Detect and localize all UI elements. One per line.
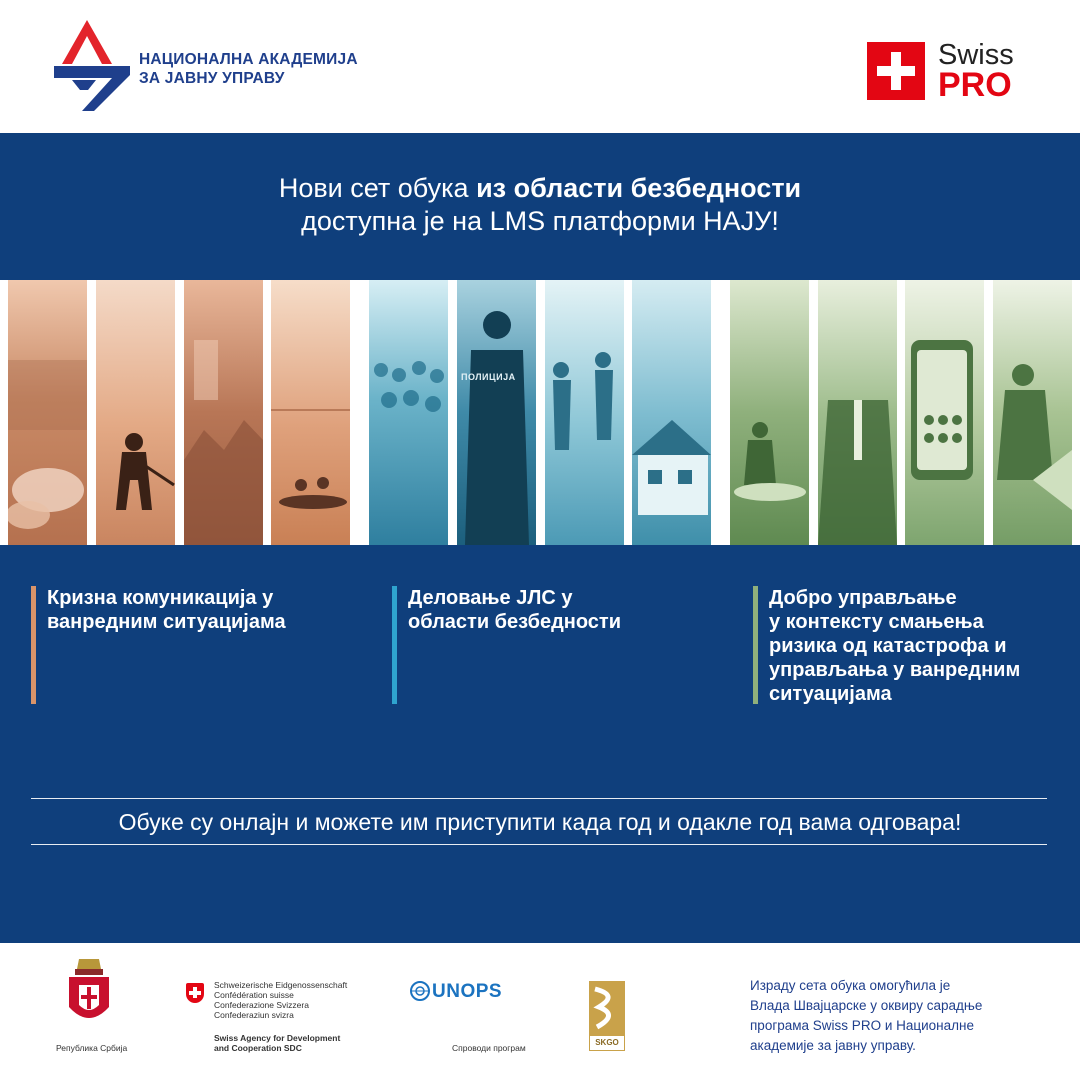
sdc-line: Confédération suisse xyxy=(214,990,294,1000)
headline xyxy=(0,172,1080,238)
headline-bold: из области безбедности xyxy=(476,173,802,203)
photo-panel-flood-sandbags xyxy=(8,280,87,545)
pro-word: PRO xyxy=(938,66,1012,104)
un-emblem-icon xyxy=(410,981,430,1001)
photo-panel-running-children xyxy=(545,280,624,545)
credit-line: академије за јавну управу. xyxy=(750,1038,916,1053)
skgo-label: SKGO xyxy=(589,1035,625,1051)
academy-line-2: ЗА ЈАВНУ УПРАВУ xyxy=(139,70,285,87)
credit-line: Влада Швајцарске у оквиру сарадње xyxy=(750,998,983,1013)
course-title-line: ванредним ситуацијама xyxy=(47,611,286,633)
sdc-agency-name xyxy=(214,1033,340,1053)
course-title-line: ситуацијама xyxy=(769,683,892,705)
photo-panel-workers xyxy=(993,280,1072,545)
headline-line-2: доступна је на LMS платформи НАЈУ! xyxy=(301,206,779,236)
serbia-caption: Република Србија xyxy=(56,1043,128,1053)
course-good-governance-drr[interactable] xyxy=(769,586,1020,706)
sdc-agency-line: Swiss Agency for Development xyxy=(214,1033,341,1043)
header xyxy=(0,0,1080,133)
photo-panel-flooded-house xyxy=(632,280,711,545)
photo-panel-police xyxy=(457,280,536,545)
swiss-cross-icon xyxy=(867,42,925,100)
course-crisis-communication[interactable] xyxy=(47,586,286,634)
sdc-swiss-shield-icon xyxy=(186,983,204,1003)
course-title-line: у контексту смањења xyxy=(769,611,984,633)
sdc-line: Confederazione Svizzera xyxy=(214,1000,309,1010)
academy-line-1: НАЦИОНАЛНА АКАДЕМИЈА xyxy=(139,51,358,68)
photo-panel-official xyxy=(818,280,897,545)
photo-panel-crowd xyxy=(369,280,448,545)
photo-panel-flood-rescuers xyxy=(730,280,809,545)
course-local-government-security[interactable] xyxy=(408,586,621,634)
unops-wordmark: UNOPS xyxy=(432,981,503,1002)
skgo-logo-icon xyxy=(589,981,625,1051)
photo-strip xyxy=(0,280,1080,545)
course-title-line: управљања у ванредним xyxy=(769,659,1021,681)
photo-panel-boat-rescue xyxy=(271,280,350,545)
course-title-line: ризика од катастрофа и xyxy=(769,635,1007,657)
course-accent-bar xyxy=(392,586,397,704)
naju-logo-icon xyxy=(52,18,132,114)
photo-panel-firefighter xyxy=(96,280,175,545)
course-title-line: области безбедности xyxy=(408,611,622,633)
divider-top xyxy=(31,798,1047,799)
swiss-word: Swiss xyxy=(938,39,1014,71)
divider-bottom xyxy=(31,844,1047,845)
academy-name xyxy=(139,50,358,88)
sdc-line: Schweizerische Eidgenossenschaft xyxy=(214,980,348,990)
headline-line-1 xyxy=(0,172,1080,205)
credit-line: Израду сета обука омогућила је xyxy=(750,978,951,993)
funding-credit xyxy=(750,976,1050,1056)
police-vest-label: ПОЛИЦИЈА xyxy=(461,372,516,382)
photo-panel-smartphone xyxy=(905,280,984,545)
photo-panel-rubble xyxy=(184,280,263,545)
sdc-line: Confederaziun svizra xyxy=(214,1010,294,1020)
course-title-line: Добро управљање xyxy=(769,587,957,609)
serbia-coat-of-arms-icon xyxy=(65,955,113,1039)
credit-line: програма Swiss PRO и Националне xyxy=(750,1018,974,1033)
course-title-line: Кризна комуникација у xyxy=(47,587,274,609)
online-note: Обуке су онлајн и можете им приступити када год и одакле год вама одговара! xyxy=(118,809,962,835)
sdc-agency-line: and Cooperation SDC xyxy=(214,1043,302,1053)
course-title-line: Деловање ЈЛС у xyxy=(408,587,573,609)
headline-part-1: Нови сет обука xyxy=(278,173,477,203)
course-accent-bar xyxy=(31,586,36,704)
unops-caption: Спроводи програм xyxy=(452,1043,526,1053)
sdc-confederation-names xyxy=(214,980,347,1020)
course-accent-bar xyxy=(753,586,758,704)
